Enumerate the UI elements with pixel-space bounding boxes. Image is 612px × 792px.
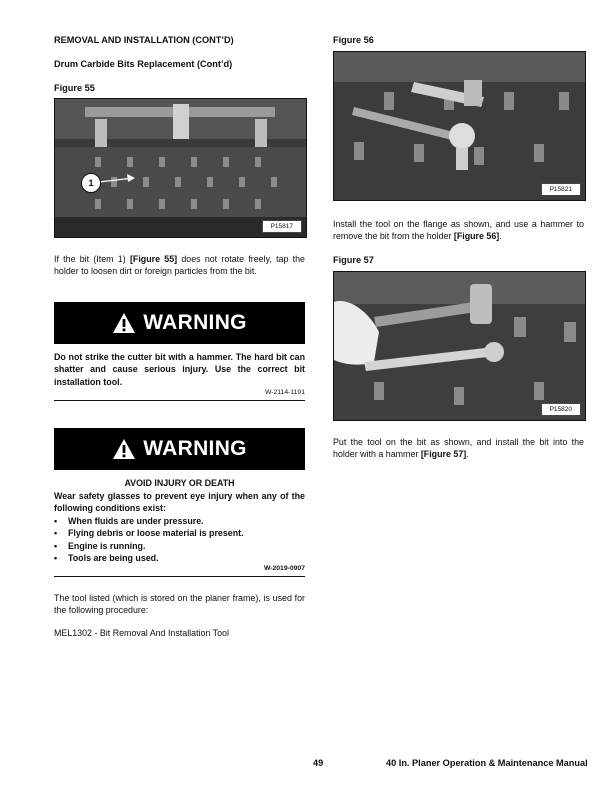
warning-2-subtitle: AVOID INJURY OR DEATH <box>124 478 235 488</box>
tool-name: MEL1302 - Bit Removal And Installation Tool <box>54 628 229 638</box>
figure-56-reference: [Figure 56] <box>453 231 500 242</box>
list-item: • Tools are being used. <box>54 552 305 564</box>
install-bit-paragraph: Put the tool on the bit as shown, and install the bit into the holder with a hammer [Figure 57]. <box>333 437 584 460</box>
hammer-removal-illustration <box>334 52 585 200</box>
warning-2-code: W-2019-0907 <box>263 565 305 572</box>
warning-1-code: W-2114-1191 <box>264 389 305 396</box>
figure-56-label: Figure 56 <box>333 35 374 45</box>
figure-55-code: P15817 <box>262 220 302 233</box>
figure-57-reference: [Figure 57] <box>420 449 467 460</box>
warning-2-list <box>54 515 305 565</box>
figure-57-label: Figure 57 <box>333 255 374 265</box>
figure-55-reference: [Figure 55] <box>129 254 178 264</box>
warning-triangle-icon <box>112 312 136 334</box>
subsection-heading: Drum Carbide Bits Replacement (Cont’d) <box>54 59 233 69</box>
figure-55-photo <box>54 98 307 238</box>
tool-stored-paragraph: The tool listed (which is stored on the planer frame), is used for the following procedure: <box>54 593 305 616</box>
figure-56-code: P15821 <box>541 183 581 196</box>
list-item: • Flying debris or loose material is present. <box>54 527 305 539</box>
warning-2-divider <box>54 576 305 577</box>
item-1-callout: 1 <box>81 173 101 193</box>
warning-triangle-icon <box>112 438 136 460</box>
figure-56-photo <box>333 51 586 201</box>
figure-57-code: P15820 <box>541 403 581 416</box>
warning-1-divider <box>54 400 305 401</box>
hammer-install-illustration <box>334 272 585 420</box>
manual-title: 40 In. Planer Operation & Maintenance Manual <box>386 758 588 768</box>
figure-55-label: Figure 55 <box>54 83 95 93</box>
warning-1-text: Do not strike the cutter bit with a hammer. The hard bit can shatter and cause serious injury. Use the correct bit installation tool. <box>54 352 305 387</box>
list-item: • When fluids are under pressure. <box>54 515 305 527</box>
section-heading: REMOVAL AND INSTALLATION (CONT’D) <box>54 35 234 45</box>
bit-rotation-paragraph: If the bit (Item 1) [Figure 55] does not rotate freely, tap the holder to loosen dirt or foreign particles from the bit. <box>54 254 305 277</box>
warning-2-banner <box>54 428 305 470</box>
warning-2-title: WARNING <box>143 437 247 460</box>
figure-57-photo <box>333 271 586 421</box>
warning-1-title: WARNING <box>143 311 247 334</box>
warning-2-intro: Wear safety glasses to prevent eye injury when any of the following conditions exist: <box>54 491 305 514</box>
drum-photo-illustration <box>55 99 306 237</box>
warning-1-banner <box>54 302 305 344</box>
remove-bit-paragraph: Install the tool on the flange as shown, and use a hammer to remove the bit from the holder [Figure 56]. <box>333 219 584 242</box>
list-item: • Engine is running. <box>54 540 305 552</box>
page-number: 49 <box>313 758 324 768</box>
